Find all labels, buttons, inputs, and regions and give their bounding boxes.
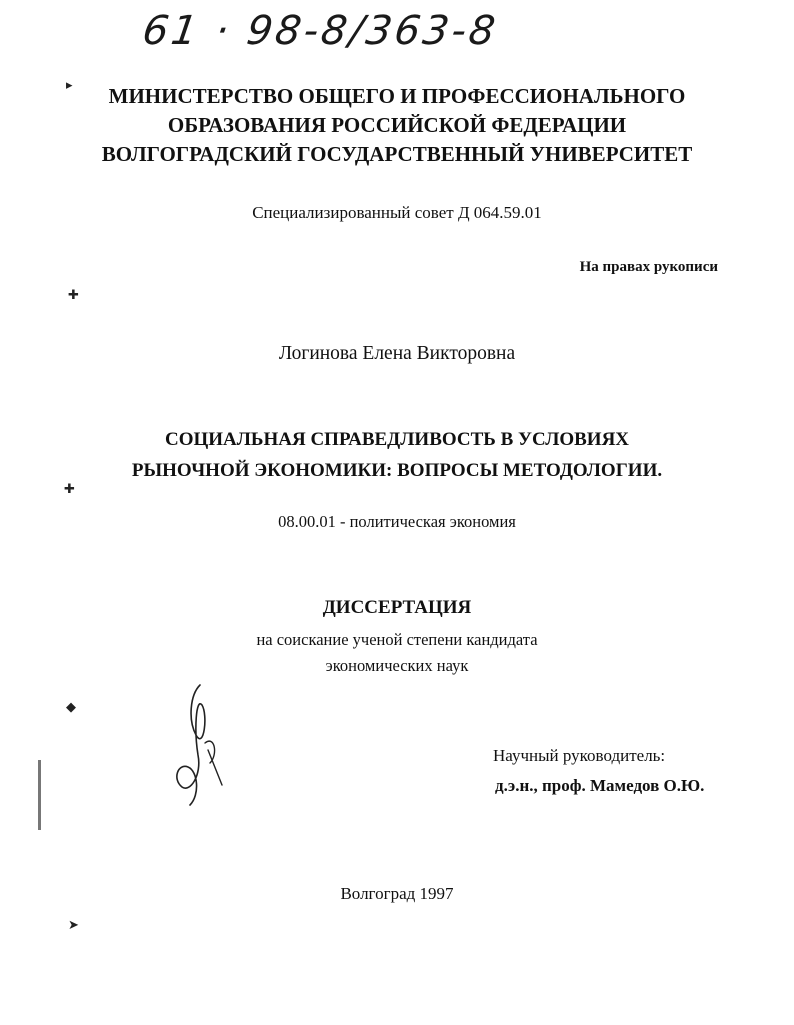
degree-line-1: на соискание ученой степени кандидата <box>256 630 538 649</box>
manuscript-rights-note: На правах рукописи <box>579 259 718 275</box>
dissertation-heading: ДИССЕРТАЦИЯ <box>322 597 472 618</box>
title-line-2: РЫНОЧНОЙ ЭКОНОМИКИ: ВОПРОСЫ МЕТОДОЛОГИИ. <box>131 460 663 481</box>
ministry-line-2: ОБРАЗОВАНИЯ РОССИЙСКОЙ ФЕДЕРАЦИИ <box>167 113 627 137</box>
archive-code-handwritten: 61 · 98-8/363-8 <box>139 8 501 54</box>
advisor-name: д.э.н., проф. Мамедов О.Ю. <box>495 776 705 795</box>
margin-mark-icon: ▸ <box>66 78 73 93</box>
specialty-code: 08.00.01 - политическая экономия <box>278 512 516 531</box>
author-name: Логинова Елена Викторовна <box>278 343 516 364</box>
ministry-line-1: МИНИСТЕРСТВО ОБЩЕГО И ПРОФЕССИОНАЛЬНОГО <box>108 84 686 108</box>
city-year: Волгоград 1997 <box>340 884 454 903</box>
dissertation-council: Специализированный совет Д 064.59.01 <box>252 203 542 222</box>
margin-mark-icon: ✚ <box>64 482 75 497</box>
margin-mark-icon: ➤ <box>68 918 79 933</box>
dissertation-title <box>0 424 794 486</box>
degree-line-2: экономических наук <box>325 656 469 675</box>
advisor-label: Научный руководитель: <box>493 746 666 765</box>
margin-mark-icon: ✚ <box>68 288 79 303</box>
scan-edge-line <box>38 760 41 830</box>
scientific-advisor <box>493 741 704 801</box>
signature-scribble-icon <box>160 675 240 815</box>
degree-description <box>0 627 794 679</box>
title-line-1: СОЦИАЛЬНАЯ СПРАВЕДЛИВОСТЬ В УСЛОВИЯХ <box>164 429 630 450</box>
university-name: ВОЛГОГРАДСКИЙ ГОСУДАРСТВЕННЫЙ УНИВЕРСИТЕТ <box>101 142 693 166</box>
ministry-header <box>0 82 794 169</box>
margin-mark-icon: ◆ <box>66 700 76 715</box>
